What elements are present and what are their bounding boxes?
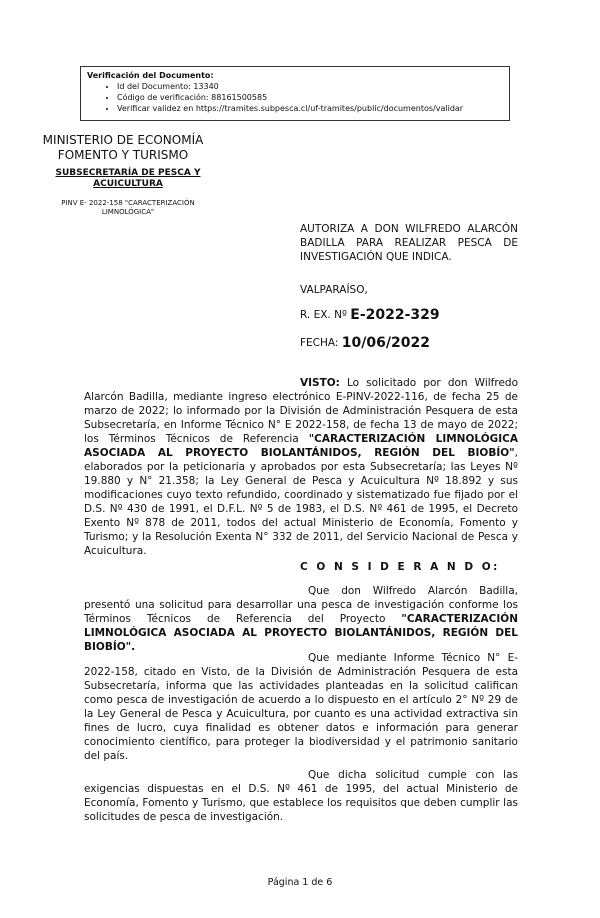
pinv-line-1: PINV E- 2022-158 "CARACTERIZACIÓN (61, 199, 195, 207)
subsecretaria-name (28, 168, 228, 190)
visto-paragraph (84, 376, 518, 558)
date-value: 10/06/2022 (341, 335, 430, 351)
paragraph-1-text: Que don Wilfredo Alarcón Badilla, presentó una solicitud para desarrollar una pesca de investigación conforme los Términos Técnicos de Referencia del Proyecto (84, 585, 518, 625)
resolution-date (300, 335, 430, 351)
considerando-heading: C O N S I D E R A N D O: (300, 561, 500, 573)
subsecretaria-line-2: ACUICULTURA (93, 179, 163, 189)
date-label: FECHA: (300, 337, 339, 349)
verification-list (87, 81, 503, 114)
ministry-name (18, 133, 228, 163)
resolution-number-label: R. EX. Nº (300, 309, 347, 321)
ministry-line-2: FOMENTO Y TURISMO (57, 148, 189, 162)
subsecretaria-line-1: SUBSECRETARÍA DE PESCA Y (55, 168, 201, 178)
validation-url-item[interactable]: • Verificar validez en https://tramites.subpesca.cl/uf-tramites/public/documentos/validar (117, 103, 503, 114)
pinv-reference (28, 199, 228, 217)
resolution-number-value: E-2022-329 (350, 307, 440, 323)
page-number: Página 1 de 6 (267, 877, 333, 888)
verification-box (80, 66, 510, 121)
paragraph-1-project-title: "CARACTERIZACIÓN LIMNOLÓGICA ASOCIADA AL PROYECTO BIOLANTÁNIDOS, REGIÓN DEL BIOBÍO". (84, 613, 518, 653)
pinv-line-2: LIMNOLÓGICA" (101, 208, 155, 216)
ministry-line-1: MINISTERIO DE ECONOMÍA (42, 133, 204, 147)
place: VALPARAÍSO, (300, 284, 368, 296)
resolution-subject: AUTORIZA A DON WILFREDO ALARCÓN BADILLA PARA REALIZAR PESCA DE INVESTIGACIÓN QUE INDICA. (300, 223, 518, 263)
verification-code-item: • Código de verificación: 88161500585 (117, 92, 503, 103)
considerando-paragraph-2: Que mediante Informe Técnico N° E-2022-158, citado en Visto, de la División de Administración Pesquera de esta Subsecretaría, informa que las actividades planteadas en la solicitud califican como pesca de investigación de acuerdo a lo dispuesto en el artículo 2° Nº 29 de la Ley General de Pesca y Acuicultura, por cuanto es una actividad extractiva sin fines de lucro, cuya finalidad es obtener datos e información para generar conocimiento científico, para proteger la biodiversidad y el patrimonio sanitario del país. (84, 652, 518, 762)
visto-text-b: , elaborados por la peticionaria y aprobados por esta Subsecretaría; las Leyes Nº 19.880 y N° 21.358; la Ley General de Pesca y Acuicultura Nº 18.892 y sus modificaciones cuyo texto refundido, coordinado y sistematizado fue fijado por el D.S. Nº 430 de 1991, el D.F.L. Nº 5 de 1983, el D.S. Nº 461 de 1995, el Decreto Exento Nº 878 de 2011, todos del actual Ministerio de Economía, Fomento y Turismo; y la Resolución Exenta N° 332 de 2011, del Servicio Nacional de Pesca y Acuicultura. (84, 447, 518, 557)
document-id-item: • Id del Documento: 13340 (117, 81, 503, 92)
visto-heading: VISTO: (300, 377, 340, 389)
verification-title: Verificación del Documento: (87, 71, 214, 80)
visto-project-title: "CARACTERIZACIÓN LIMNOLÓGICA ASOCIADA AL PROYECTO BIOLANTÁNIDOS, REGIÓN DEL BIOBÍO" (84, 433, 518, 459)
resolution-number (300, 307, 440, 323)
visto-text-a: Lo solicitado por don Wilfredo Alarcón Badilla, mediante ingreso electrónico E-PINV-2022-116, de fecha 25 de marzo de 2022; lo informado por la División de Administración Pesquera de esta Subsecretaría, en Informe Técnico N° E 2022-158, de fecha 13 de mayo de 2022; los Términos Técnicos de Referencia (84, 377, 518, 445)
considerando-paragraph-3: Que dicha solicitud cumple con las exigencias dispuestas en el D.S. Nº 461 de 1995, del actual Ministerio de Economía, Fomento y Turismo, que establece los requisitos que deben cumplir las solicitudes de pesca de investigación. (84, 769, 518, 823)
considerando-paragraph-1 (84, 584, 518, 654)
